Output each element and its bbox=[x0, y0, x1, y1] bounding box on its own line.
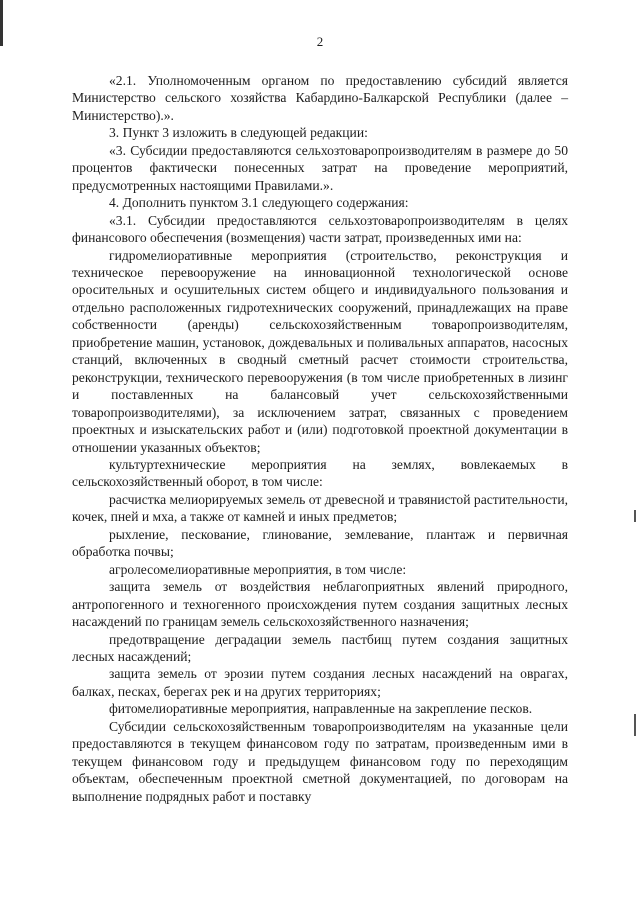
document-body bbox=[72, 72, 568, 805]
paragraph-agroforest: агролесомелиоративные мероприятия, в том числе: bbox=[109, 561, 407, 577]
paragraph-hydro-measures: гидромелиоративные мероприятия (строительство, реконструкция и техническое перевооружение на инновационной технологической основе оросительных и осушительных систем общего и индивидуального пользования и отдельно расположенных гидротехнических сооружений, принадлежащих на праве собственности (аренды) сельскохозяйственным товаропроизводителям, приобретение машин, установок, дождевальных и поливальных аппаратов, насосных станций, включенных в сводный сметный расчет стоимости строительства, реконструкции, технического перевооружения (в том числе приобретенных в лизинг и поставленных на балансовый учет сельскохозяйственными товаропроизводителями), за исключением затрат, связанных с проведением проектных и изыскательских работ и (или) подготовкой проектной документации в отношении указанных объектов; bbox=[72, 247, 568, 455]
paragraph-pasture-degradation: предотвращение деградации земель пастбищ путем создания защитных лесных насаждений; bbox=[72, 631, 568, 664]
paragraph-land-protection: защита земель от воздействия неблагоприятных явлений природного, антропогенного и техногенного происхождения путем создания защитных лесных насаждений по границам земель сельскохозяйственного назначения; bbox=[72, 579, 568, 630]
paragraph-subsidies-provided: Субсидии сельскохозяйственным товаропроизводителям на указанные цели предоставляются в текущем финансовом году по затратам, произведенным ими в текущем финансовом году и предыдущем финансовом году по переходящим объектам, обеспеченным проектной сметной документацией, по договорам на выполнение подрядных работ и поставку bbox=[72, 718, 568, 804]
scan-mark bbox=[634, 714, 636, 736]
paragraph-loosening: рыхление, пескование, глинование, землевание, плантаж и первичная обработка почвы; bbox=[72, 526, 568, 560]
paragraph-phytomelioration: фитомелиоративные мероприятия, направленные на закрепление песков. bbox=[109, 701, 533, 717]
paragraph-2-1: «2.1. Уполномоченным органом по предоставлению субсидий является Министерство сельского хозяйства Кабардино-Балкарской Республики (далее – Министерство).». bbox=[72, 73, 568, 123]
paragraph-clearing: расчистка мелиорируемых земель от древесной и травянистой растительности, кочек, пней и мха, а также от камней и иных предметов; bbox=[72, 491, 568, 525]
page-number: 2 bbox=[316, 34, 324, 49]
paragraph-3-1-quote: «3.1. Субсидии предоставляются сельхозтоваропроизводителям в целях финансового обеспечения (возмещения) части затрат, произведенных ими на: bbox=[72, 212, 568, 246]
paragraph-item-3: 3. Пункт 3 изложить в следующей редакции: bbox=[109, 125, 368, 141]
scan-mark bbox=[634, 510, 636, 522]
paragraph-culture-tech: культуртехнические мероприятия на землях, вовлекаемых в сельскохозяйственный оборот, в том числе: bbox=[72, 456, 568, 490]
paragraph-3-quote: «3. Субсидии предоставляются сельхозтоваропроизводителям в размере до 50 процентов фактически понесенных затрат на проведение мероприятий, предусмотренных настоящими Правилами.». bbox=[72, 142, 568, 193]
paragraph-item-4: 4. Дополнить пунктом 3.1 следующего содержания: bbox=[109, 195, 409, 211]
paragraph-erosion: защита земель от эрозии путем создания лесных насаждений на оврагах, балках, песках, берегах рек и на других территориях; bbox=[72, 666, 568, 699]
